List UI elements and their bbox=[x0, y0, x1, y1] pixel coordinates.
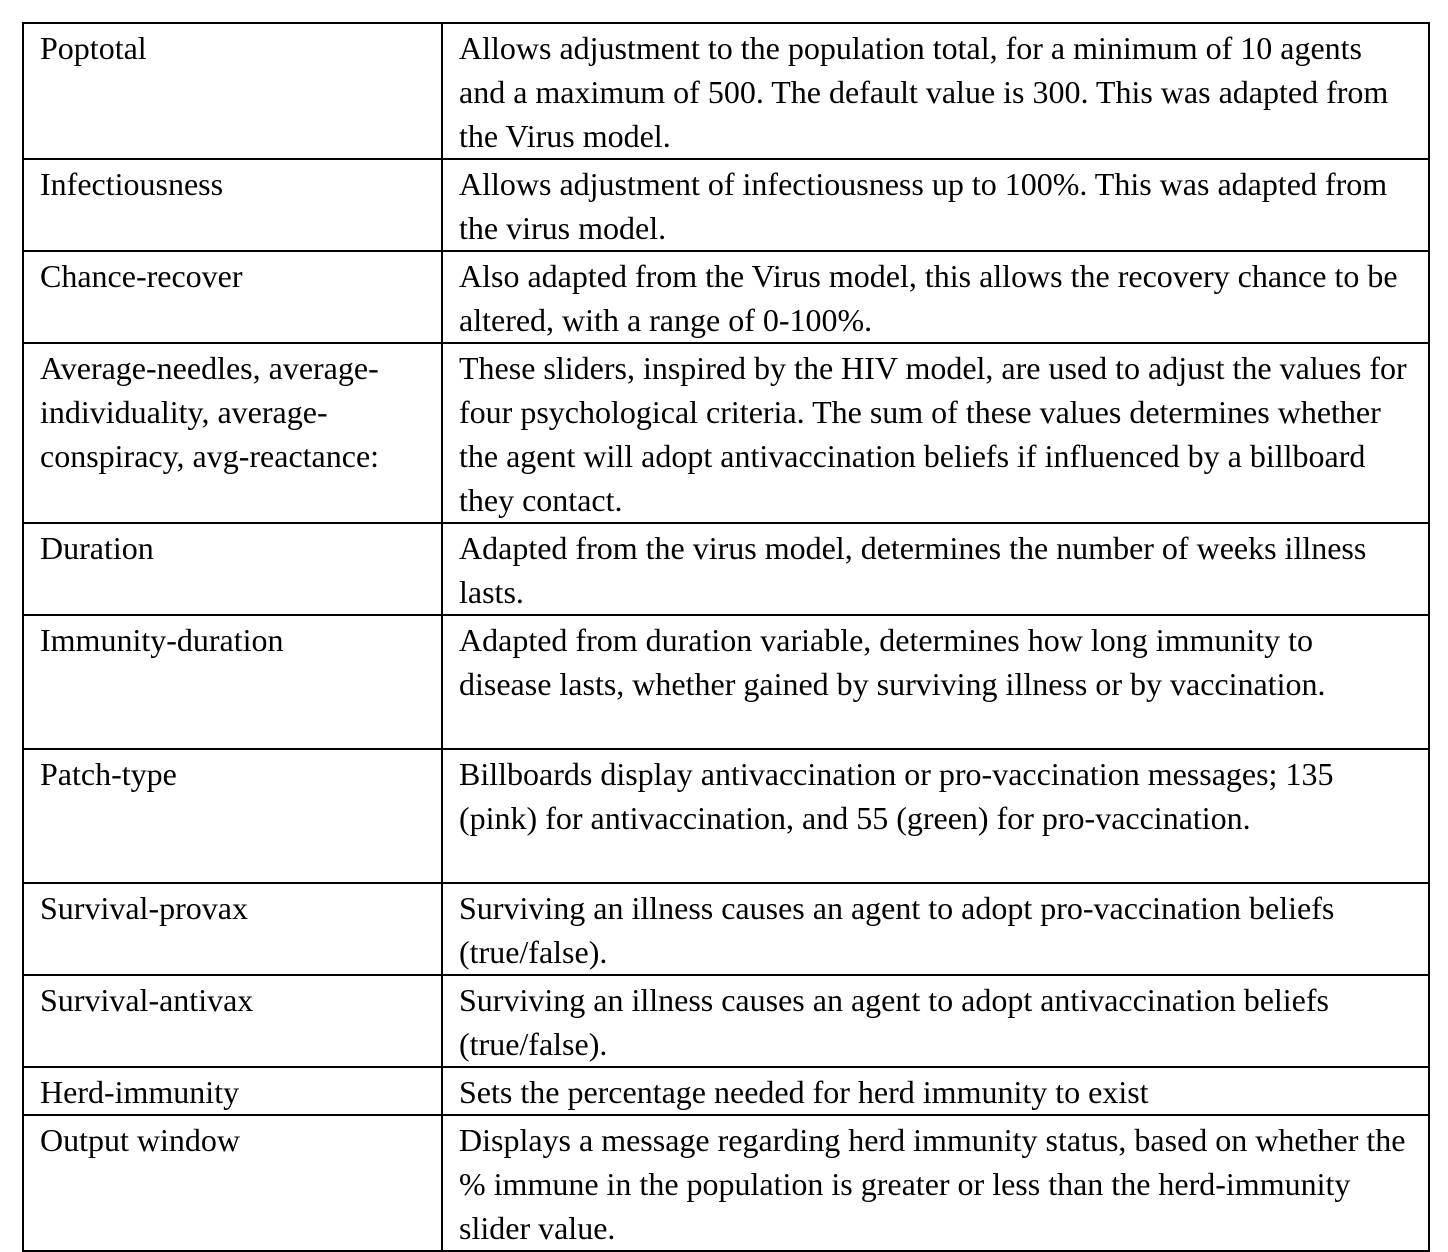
term-text: Duration bbox=[40, 530, 154, 566]
table-row bbox=[23, 159, 1429, 251]
term-cell bbox=[23, 23, 442, 159]
description-text: Allows adjustment to the population total, for a minimum of 10 agents and a maximum of 500. The default value is 300. This was adapted from the Virus model. bbox=[459, 30, 1389, 154]
description-text: Also adapted from the Virus model, this allows the recovery chance to be altered, with a range of 0-100%. bbox=[459, 258, 1398, 338]
term-text: Patch-type bbox=[40, 756, 177, 792]
term-cell bbox=[23, 159, 442, 251]
term-cell bbox=[23, 523, 442, 615]
term-text: Survival-provax bbox=[40, 890, 248, 926]
description-text: Surviving an illness causes an agent to adopt antivaccination beliefs (true/false). bbox=[459, 982, 1329, 1062]
parameter-table bbox=[22, 22, 1430, 1252]
term-text: Average-needles, average-individuality, average-conspiracy, avg-reactance: bbox=[40, 350, 380, 474]
table-row bbox=[23, 343, 1429, 523]
term-text: Immunity-duration bbox=[40, 622, 284, 658]
table-row bbox=[23, 1067, 1429, 1115]
term-cell bbox=[23, 1067, 442, 1115]
table-row bbox=[23, 1115, 1429, 1251]
term-cell bbox=[23, 975, 442, 1067]
description-cell bbox=[442, 749, 1429, 883]
table-row bbox=[23, 749, 1429, 883]
term-text: Poptotal bbox=[40, 30, 147, 66]
term-cell bbox=[23, 883, 442, 975]
description-text: Surviving an illness causes an agent to adopt pro-vaccination beliefs (true/false). bbox=[459, 890, 1335, 970]
description-text: Adapted from duration variable, determines how long immunity to disease lasts, whether gained by surviving illness or by vaccination. bbox=[459, 622, 1326, 702]
term-cell bbox=[23, 343, 442, 523]
table-row bbox=[23, 615, 1429, 749]
description-cell bbox=[442, 343, 1429, 523]
term-text: Survival-antivax bbox=[40, 982, 254, 1018]
description-cell bbox=[442, 23, 1429, 159]
term-text: Chance-recover bbox=[40, 258, 243, 294]
table-row bbox=[23, 23, 1429, 159]
description-text: Allows adjustment of infectiousness up to 100%. This was adapted from the virus model. bbox=[459, 166, 1388, 246]
description-text: Displays a message regarding herd immunity status, based on whether the % immune in the population is greater or less than the herd-immunity slider value. bbox=[459, 1122, 1406, 1246]
term-cell bbox=[23, 615, 442, 749]
term-cell bbox=[23, 749, 442, 883]
description-text: Adapted from the virus model, determines the number of weeks illness lasts. bbox=[459, 530, 1367, 610]
description-cell bbox=[442, 1067, 1429, 1115]
table-row bbox=[23, 975, 1429, 1067]
term-text: Output window bbox=[40, 1122, 240, 1158]
term-cell bbox=[23, 1115, 442, 1251]
description-cell bbox=[442, 251, 1429, 343]
description-cell bbox=[442, 523, 1429, 615]
term-text: Infectiousness bbox=[40, 166, 224, 202]
description-cell bbox=[442, 1115, 1429, 1251]
table-row bbox=[23, 251, 1429, 343]
table-row bbox=[23, 523, 1429, 615]
description-cell bbox=[442, 975, 1429, 1067]
term-text: Herd-immunity bbox=[40, 1074, 240, 1110]
description-cell bbox=[442, 615, 1429, 749]
term-cell bbox=[23, 251, 442, 343]
table-row bbox=[23, 883, 1429, 975]
description-text: Sets the percentage needed for herd immunity to exist bbox=[459, 1074, 1149, 1110]
description-cell bbox=[442, 159, 1429, 251]
description-text: These sliders, inspired by the HIV model, are used to adjust the values for four psychological criteria. The sum of these values determines whether the agent will adopt antivaccination beliefs if influenced by a billboard they contact. bbox=[459, 350, 1407, 518]
description-text: Billboards display antivaccination or pro-vaccination messages; 135 (pink) for antivaccination, and 55 (green) for pro-vaccination. bbox=[459, 756, 1334, 836]
description-cell bbox=[442, 883, 1429, 975]
